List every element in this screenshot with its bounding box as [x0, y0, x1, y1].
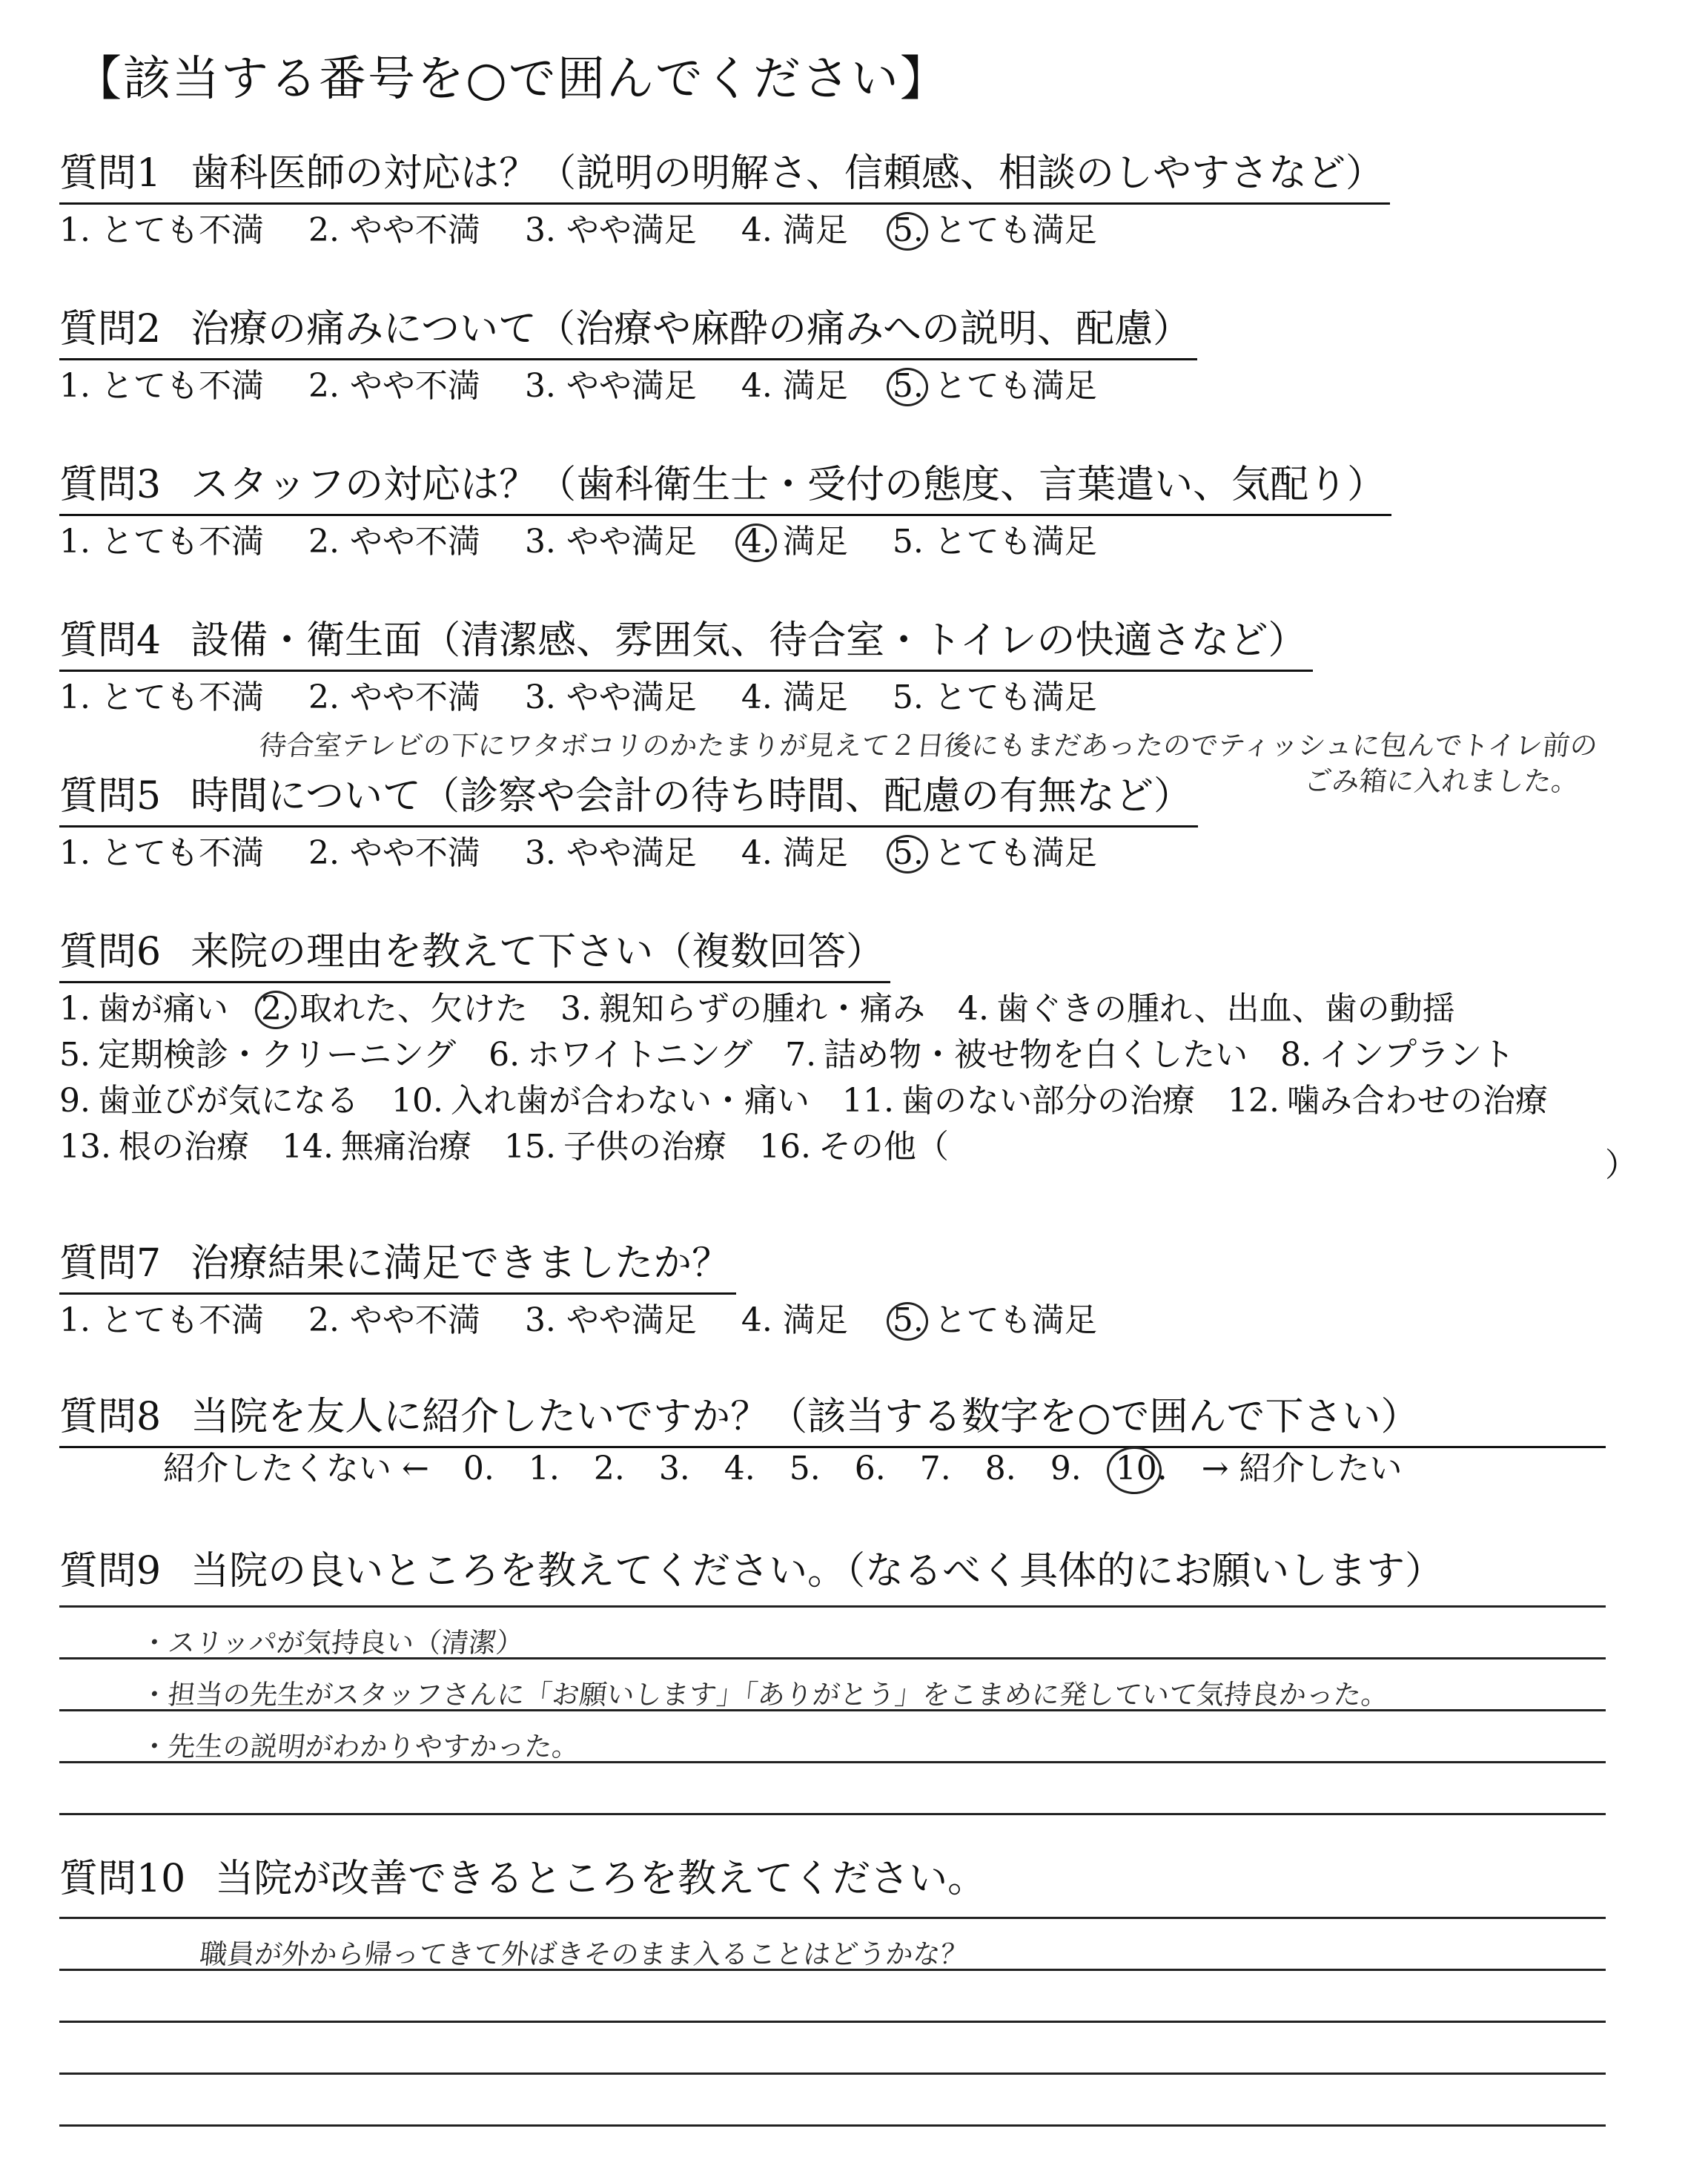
- question-heading: 質問1 歯科医師の対応は？（説明の明解さ、信頼感、相談のしやすさなど）: [59, 145, 1390, 205]
- ruled-line: [59, 2073, 1606, 2075]
- options: [59, 519, 1391, 565]
- options: [59, 675, 1313, 721]
- scale-value[interactable]: 7.: [919, 1450, 951, 1487]
- rating-option[interactable]: 1. とても不満: [59, 523, 264, 561]
- ruled-line: [59, 1813, 1606, 1815]
- question-2: [59, 300, 1197, 409]
- question-10: [59, 1850, 992, 1908]
- rating-option[interactable]: 2. やや不満: [308, 523, 480, 561]
- reason-option[interactable]: 1. 歯が痛い: [59, 990, 228, 1028]
- q10-answer-line: 職員が外から帰ってきて外ばきそのまま入ることはどうかな？: [198, 1938, 970, 1970]
- question-heading: 質問2 治療の痛みについて（治療や麻酔の痛みへの説明、配慮）: [59, 300, 1197, 360]
- rating-option[interactable]: 2. やや不満: [308, 678, 480, 716]
- rating-option[interactable]: 2. やや不満: [308, 1301, 480, 1339]
- rating-option[interactable]: 1. とても不満: [59, 678, 264, 716]
- rating-option[interactable]: 5. とても満足: [892, 523, 1097, 561]
- reason-option[interactable]: 9. 歯並びが気になる: [59, 1082, 359, 1120]
- question-heading: 質問8 当院を友人に紹介したいですか？（該当する数字を○で囲んで下さい）: [59, 1388, 1606, 1448]
- q9-answer-line: ・担当の先生がスタッフさんに「お願いします」「ありがとう」をこまめに発していて気持良かった。: [139, 1679, 1391, 1711]
- scale-right-label: → 紹介したい: [1201, 1450, 1403, 1487]
- ruled-line: [59, 1917, 1606, 1919]
- scale-value[interactable]: 6.: [854, 1450, 886, 1487]
- scale-value[interactable]: 0.: [463, 1450, 494, 1487]
- rating-option[interactable]: 1. とても不満: [59, 211, 264, 249]
- rating-option[interactable]: 4. 満足: [741, 211, 848, 249]
- rating-option[interactable]: 1. とても不満: [59, 1301, 264, 1339]
- reason-row: [59, 986, 1580, 1032]
- question-heading: 質問5 時間について（診察や会計の待ち時間、配慮の有無など）: [59, 767, 1198, 828]
- question-heading: 質問6 来院の理由を教えて下さい（複数回答）: [59, 923, 890, 983]
- reason-option[interactable]: 12. 噛み合わせの治療: [1227, 1082, 1548, 1120]
- question-heading: 質問7 治療結果に満足できましたか？: [59, 1235, 736, 1295]
- options: [59, 208, 1390, 254]
- scale-value[interactable]: 4.: [724, 1450, 755, 1487]
- reason-option[interactable]: 7. 詰め物・被せ物を白くしたい: [785, 1036, 1248, 1074]
- question-7: [59, 1235, 1142, 1344]
- question-heading: 質問9 当院の良いところを教えてください。（なるべく具体的にお願いします）: [59, 1549, 1444, 1593]
- question-heading: 質問3 スタッフの対応は？（歯科衛生士・受付の態度、言葉遣い、気配り）: [59, 456, 1391, 516]
- reason-option[interactable]: 2. 取れた、欠けた: [261, 986, 528, 1032]
- question-4: [59, 612, 1313, 721]
- question-8: [59, 1388, 1606, 1448]
- reason-option[interactable]: 16. その他（: [758, 1128, 949, 1166]
- rating-option[interactable]: 3. やや満足: [524, 523, 697, 561]
- question-3: [59, 456, 1391, 565]
- rating-option[interactable]: 2. やや不満: [308, 211, 480, 249]
- rating-option[interactable]: 5. とても満足: [892, 678, 1097, 716]
- options: [59, 363, 1197, 409]
- reason-option[interactable]: 6. ホワイトニング: [489, 1036, 753, 1074]
- ruled-line: [59, 1605, 1606, 1608]
- scale-value[interactable]: 1.: [528, 1450, 560, 1487]
- reason-row: [59, 1078, 1580, 1124]
- scale-value[interactable]: 5.: [789, 1450, 821, 1487]
- rating-option[interactable]: 5. とても満足: [893, 363, 1105, 409]
- question-9: [59, 1542, 1449, 1600]
- rating-option[interactable]: 2. やや不満: [308, 367, 480, 405]
- rating-option[interactable]: 3. やや満足: [524, 834, 697, 872]
- rating-option[interactable]: 2. やや不満: [308, 834, 480, 872]
- q9-answer-line: ・スリッパが気持良い（清潔）: [139, 1627, 526, 1659]
- scale-value[interactable]: 3.: [658, 1450, 690, 1487]
- reason-option[interactable]: 11. 歯のない部分の治療: [841, 1082, 1195, 1120]
- page-title: 【該当する番号を○で囲んでください】: [74, 52, 949, 107]
- q4-handwritten-comment-cont: ごみ箱に入れました。: [1302, 765, 1580, 797]
- question-5: [59, 767, 1198, 876]
- scale-value[interactable]: 9.: [1050, 1450, 1082, 1487]
- rating-option[interactable]: 1. とても不満: [59, 367, 264, 405]
- rating-option[interactable]: 4. 満足: [741, 834, 848, 872]
- q4-handwritten-comment: 待合室テレビの下にワタボコリのかたまりが見えて２日後にもまだあったのでティッシュに包んでトイレ前の: [257, 730, 1600, 762]
- reason-option[interactable]: 3. 親知らずの腫れ・痛み: [560, 990, 925, 1028]
- question-1: [59, 145, 1390, 254]
- rating-option[interactable]: 4. 満足: [741, 678, 848, 716]
- reason-options: [59, 986, 1580, 1170]
- reason-option[interactable]: 15. 子供の治療: [503, 1128, 726, 1166]
- reason-row: [59, 1032, 1580, 1078]
- rating-option[interactable]: 3. やや満足: [524, 367, 697, 405]
- scale-left-label: 紹介したくない ←: [163, 1450, 429, 1487]
- reason-option[interactable]: 10. 入れ歯が合わない・痛い: [391, 1082, 810, 1120]
- recommend-scale: [163, 1441, 1437, 1489]
- other-close-paren: ）: [1605, 1146, 1638, 1184]
- options: [59, 830, 1198, 876]
- reason-row: [59, 1124, 1580, 1170]
- scale-value[interactable]: 2.: [593, 1450, 625, 1487]
- rating-option[interactable]: 3. やや満足: [524, 1301, 697, 1339]
- question-heading: 質問4 設備・衛生面（清潔感、雰囲気、待合室・トイレの快適さなど）: [59, 612, 1313, 672]
- ruled-line: [59, 2124, 1606, 2127]
- rating-option[interactable]: 5. とても満足: [893, 1298, 1105, 1344]
- reason-option[interactable]: 14. 無痛治療: [281, 1128, 471, 1166]
- question-6: [59, 923, 1580, 1170]
- question-heading: 質問10 当院が改善できるところを教えてください。: [59, 1857, 987, 1901]
- reason-option[interactable]: 4. 歯ぐきの腫れ、出血、歯の動揺: [957, 990, 1455, 1028]
- scale-value[interactable]: 10.: [1115, 1450, 1168, 1487]
- rating-option[interactable]: 3. やや満足: [524, 678, 697, 716]
- rating-option[interactable]: 5. とても満足: [893, 208, 1105, 254]
- rating-option[interactable]: 5. とても満足: [893, 830, 1105, 876]
- rating-option[interactable]: 1. とても不満: [59, 834, 264, 872]
- rating-option[interactable]: 4. 満足: [741, 367, 848, 405]
- rating-option[interactable]: 4. 満足: [741, 1301, 848, 1339]
- options: [59, 1298, 1142, 1344]
- ruled-line: [59, 2021, 1606, 2023]
- reason-option[interactable]: 5. 定期検診・クリーニング: [59, 1036, 457, 1074]
- reason-option[interactable]: 13. 根の治療: [59, 1128, 249, 1166]
- rating-option[interactable]: 4. 満足: [741, 519, 855, 565]
- rating-option[interactable]: 3. やや満足: [524, 211, 697, 249]
- reason-option[interactable]: 8. インプラント: [1280, 1036, 1515, 1074]
- q9-answer-line: ・先生の説明がわかりやすかった。: [139, 1731, 581, 1763]
- scale-value[interactable]: 8.: [984, 1450, 1016, 1487]
